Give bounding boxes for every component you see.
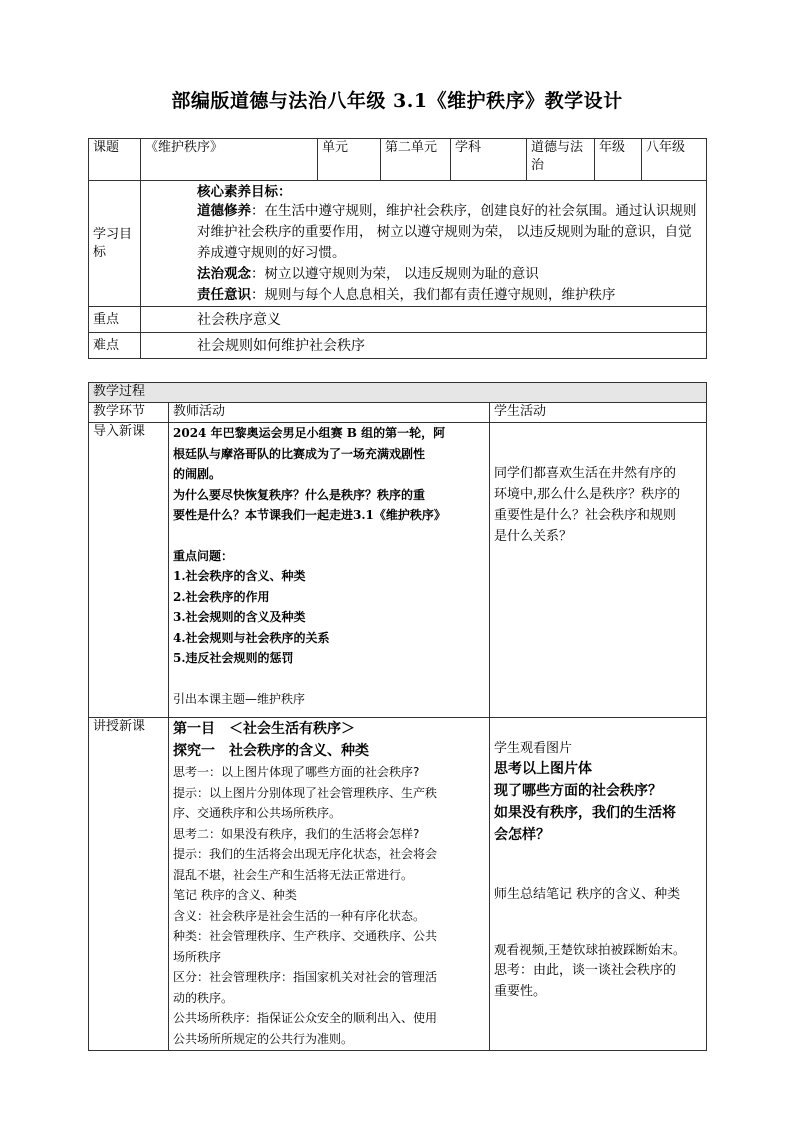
course-info-table xyxy=(88,138,707,359)
key-question: 2.社会秩序的作用 xyxy=(173,589,270,604)
student-line: 同学们都喜欢生活在井然有序的 xyxy=(494,466,677,481)
inquiry-title: 探究一 社会秩序的含义、种类 xyxy=(173,743,369,759)
lecture-line: 笔记 秩序的含义、种类 xyxy=(173,888,297,902)
process-header-row xyxy=(89,383,707,403)
subject-label: 学科 xyxy=(451,139,527,181)
objectives-heading: 核心素养目标： xyxy=(197,184,292,200)
lecture-line: 公共场所秩序：指保证公众安全的顺利出入、使用 xyxy=(173,1011,438,1025)
col-student: 学生活动 xyxy=(490,403,707,423)
objectives-label: 学习目标 xyxy=(89,181,141,307)
lecture-line: 序、交通秩序和公共场所秩序。 xyxy=(173,806,342,820)
topic-label: 课题 xyxy=(89,139,141,181)
intro-student xyxy=(490,423,707,718)
page-title: 部编版道德与法治八年级 3.1《维护秩序》教学设计 xyxy=(171,90,623,112)
section-title: 第一目 ＜社会生活有秩序＞ xyxy=(173,721,355,737)
intro-line: 的闹剧。 xyxy=(173,467,222,481)
lecture-stage: 讲授新课 xyxy=(89,718,169,1051)
key-point-row xyxy=(89,307,707,333)
unit-label: 单元 xyxy=(318,139,381,181)
intro-row xyxy=(89,423,707,718)
student-video: 观看视频,王楚钦球拍被踩断始末。 xyxy=(494,942,686,957)
lecture-row xyxy=(89,718,707,1051)
intro-teacher xyxy=(169,423,490,718)
key-question: 3.社会规则的含义及种类 xyxy=(173,610,306,624)
lecture-line: 动的秩序。 xyxy=(173,990,234,1005)
objective-moral: 道德修养：在生活中遵守规则，维护社会秩序，创建良好的社会氛围。通过认识规则对维护社会秩序的重要作用， 树立以遵守规则为荣， 以违反规则为耻的意识，自觉养成遵守规则的好习惯。 xyxy=(197,203,697,261)
lecture-line: 思考二：如果没有秩序，我们的生活将会怎样? xyxy=(173,826,420,841)
objectives-row xyxy=(89,181,707,307)
topic-value: 《维护秩序》 xyxy=(141,139,318,181)
student-summary: 师生总结笔记 秩序的含义、种类 xyxy=(494,887,681,902)
unit-value: 第二单元 xyxy=(381,139,451,181)
key-question: 5.违反社会规则的惩罚 xyxy=(173,651,294,665)
difficulty-value: 社会规则如何维护社会秩序 xyxy=(141,333,707,359)
key-questions-title: 重点问题： xyxy=(173,548,234,563)
objectives-content xyxy=(141,181,707,307)
lecture-line: 区分：社会管理秩序：指国家机关对社会的管理活 xyxy=(173,970,438,984)
intro-line: 为什么要尽快恢复秩序？什么是秩序？秩序的重 xyxy=(173,487,426,502)
lecture-line: 场所秩序 xyxy=(173,949,222,964)
student-prompt-line: 会怎样？ xyxy=(494,827,550,843)
process-columns-row xyxy=(89,403,707,423)
student-prompt-line: 现了哪些方面的社会秩序？ xyxy=(494,783,662,799)
student-line: 重要性是什么？社会秩序和规则 xyxy=(494,508,677,523)
key-question: 1.社会秩序的含义、种类 xyxy=(173,569,306,583)
student-think: 思考：由此，谈一谈社会秩序的 xyxy=(494,963,677,978)
lead-topic: 引出本课主题—维护秩序 xyxy=(173,691,306,706)
intro-line: 根廷队与摩洛哥队的比赛成为了一场充满戏剧性 xyxy=(173,446,426,461)
student-line: 环境中,那么什么是秩序？秩序的 xyxy=(494,487,681,502)
col-teacher: 教师活动 xyxy=(169,403,490,423)
student-think: 重要性。 xyxy=(494,984,547,999)
objective-responsibility: 责任意识：规则与每个人息息相关，我们都有责任遵守规则，维护秩序 xyxy=(197,287,616,303)
intro-line: 2024 年巴黎奥运会男足小组赛 B 组的第一轮，阿 xyxy=(173,426,446,440)
objective-law: 法治观念：树立以遵守规则为荣， 以违反规则为耻的意识 xyxy=(197,266,539,282)
grade-value: 八年级 xyxy=(642,139,707,181)
col-stage: 教学环节 xyxy=(89,403,169,423)
lecture-line: 含义：社会秩序是社会生活的一种有序化状态。 xyxy=(173,908,426,923)
lecture-line: 混乱不堪，社会生产和生活将无法正常进行。 xyxy=(173,867,414,882)
difficulty-row xyxy=(89,333,707,359)
lecture-line: 思考一：以上图片体现了哪些方面的社会秩序? xyxy=(173,765,420,779)
lecture-line: 提示：以上图片分别体现了社会管理秩序、生产秩 xyxy=(173,785,438,800)
key-point-label: 重点 xyxy=(89,307,141,333)
key-question: 4.社会规则与社会秩序的关系 xyxy=(173,630,330,645)
teaching-process-table xyxy=(88,382,707,1051)
lecture-teacher xyxy=(169,718,490,1051)
grade-label: 年级 xyxy=(595,139,642,181)
process-header: 教学过程 xyxy=(89,383,707,403)
lecture-line: 提示：我们的生活将会出现无序化状态，社会将会 xyxy=(173,847,438,861)
subject-value: 道德与法治 xyxy=(527,139,595,181)
difficulty-label: 难点 xyxy=(89,333,141,359)
student-prompt-line: 如果没有秩序，我们的生活将 xyxy=(494,805,676,821)
intro-stage: 导入新课 xyxy=(89,423,169,718)
intro-line: 要性是什么？本节课我们一起走进3.1《维护秩序》 xyxy=(173,508,446,522)
student-line: 是什么关系？ xyxy=(494,529,573,544)
lecture-line: 种类：社会管理秩序、生产秩序、交通秩序、公共 xyxy=(173,929,438,943)
info-row xyxy=(89,139,707,181)
lecture-line: 公共场所所规定的公共行为准则。 xyxy=(173,1031,354,1046)
lecture-student xyxy=(490,718,707,1051)
key-point-value: 社会秩序意义 xyxy=(141,307,707,333)
student-prompt: 学生观看图片 思考以上图片体 xyxy=(494,741,592,777)
